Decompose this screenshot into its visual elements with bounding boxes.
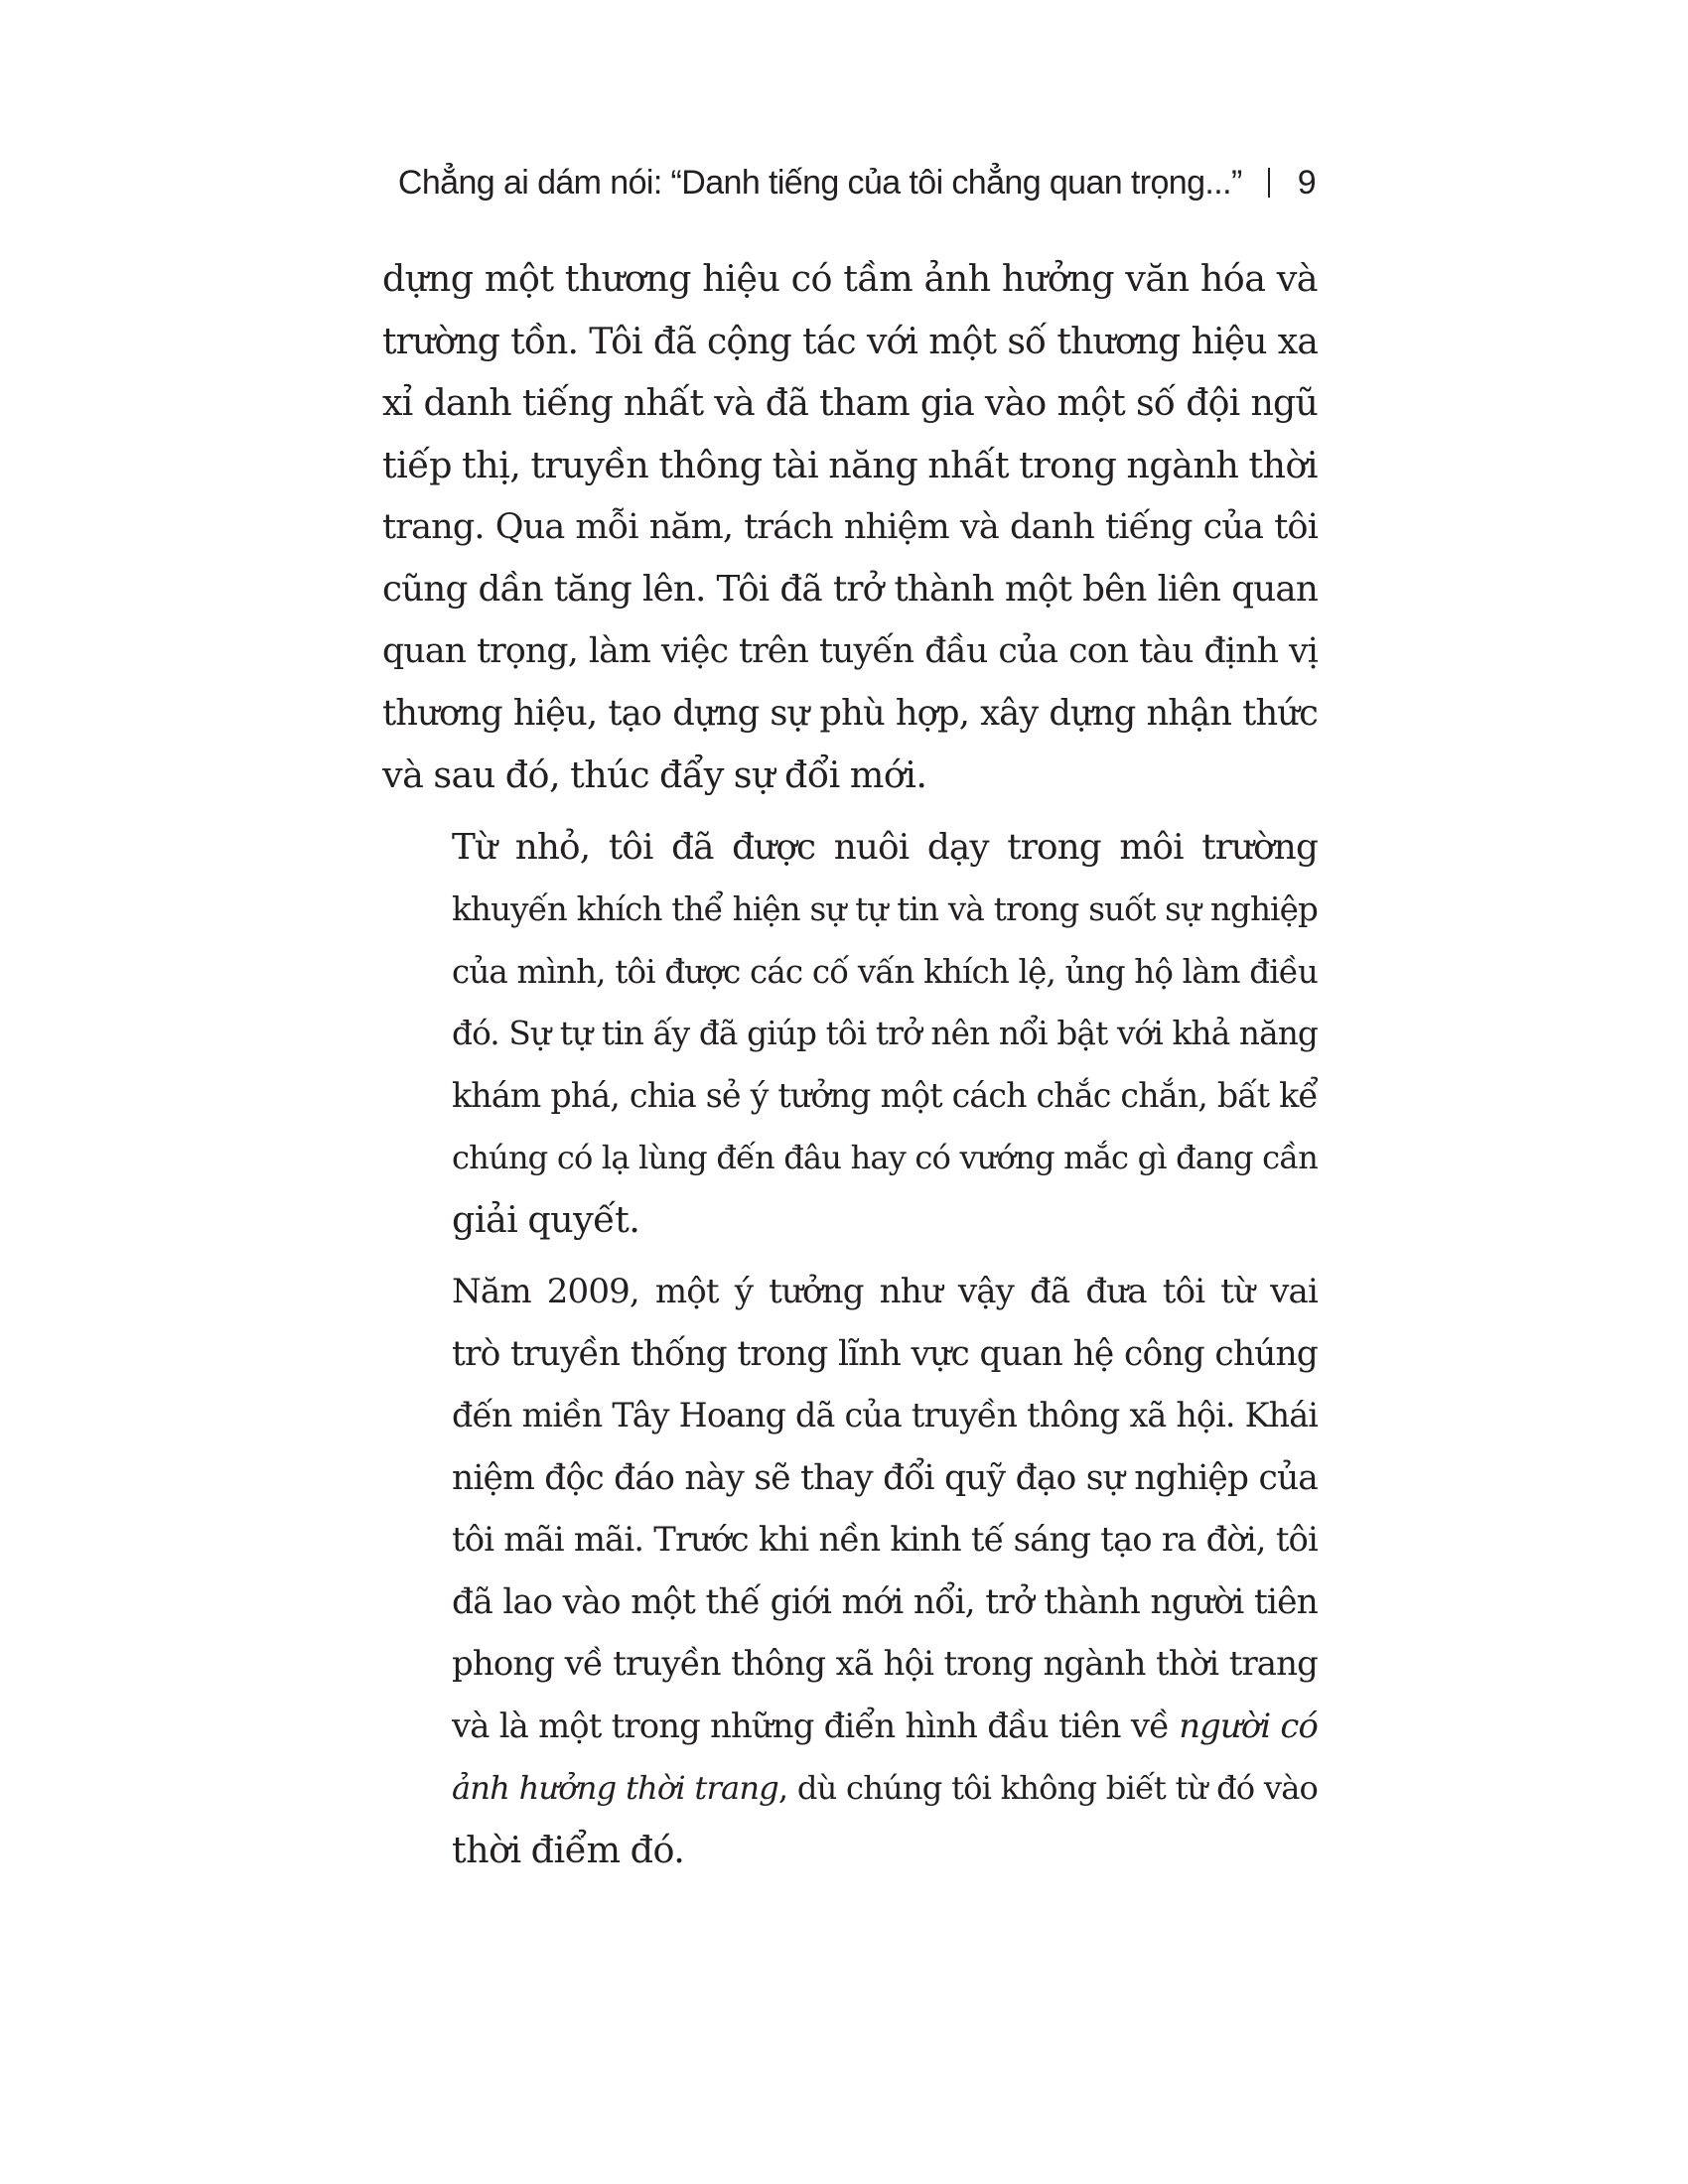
text-line: trường tồn. Tôi đã cộng tác với một số thương hiệu xa xyxy=(382,319,1318,362)
italic-term: ảnh hưởng thời trang xyxy=(452,1769,778,1807)
text-run: , dù chúng tôi không biết từ đó vào xyxy=(777,1769,1319,1807)
text-line: Từ nhỏ, tôi đã được nuôi dạy trong môi trường xyxy=(452,826,1318,868)
text-line: và sau đó, thúc đẩy sự đổi mới. xyxy=(382,753,927,796)
header-separator xyxy=(1268,168,1270,198)
text-line: Năm 2009, một ý tưởng như vậy đã đưa tôi từ vai xyxy=(452,1272,1318,1311)
paragraph-3 xyxy=(382,1261,1318,1881)
text-line: khám phá, chia sẻ ý tưởng một cách chắc chắn, bất kể xyxy=(452,1075,1318,1115)
paragraph-1 xyxy=(382,248,1318,807)
text-line: của mình, tôi được các cố vấn khích lệ, ủng hộ làm điều xyxy=(452,952,1318,991)
text-line: khuyến khích thể hiện sự tự tin và trong suốt sự nghiệp xyxy=(452,890,1318,928)
text-line: trang. Qua mỗi năm, trách nhiệm và danh tiếng của tôi xyxy=(382,506,1318,547)
text-line: đã lao vào một thế giới mới nổi, trở thành người tiên xyxy=(452,1581,1318,1622)
page-number: 9 xyxy=(1297,164,1316,202)
text-line: giải quyết. xyxy=(452,1197,640,1241)
text-line: xỉ danh tiếng nhất và đã tham gia vào một số đội ngũ xyxy=(382,381,1318,424)
paragraph-2 xyxy=(382,817,1318,1252)
text-line: dựng một thương hiệu có tầm ảnh hưởng văn hóa và xyxy=(382,257,1318,300)
text-line: đến miền Tây Hoang dã của truyền thông xã hội. Khái xyxy=(452,1396,1318,1434)
text-line: quan trọng, làm việc trên tuyến đầu của con tàu định vị xyxy=(382,631,1318,671)
text-line: tôi mãi mãi. Trước khi nền kinh tế sáng tạo ra đời, tôi xyxy=(452,1520,1318,1559)
text-line: thương hiệu, tạo dựng sự phù hợp, xây dựng nhận thức xyxy=(382,692,1318,734)
text-line: phong về truyền thông xã hội trong ngành thời trang xyxy=(452,1644,1318,1683)
text-line: niệm độc đáo này sẽ thay đổi quỹ đạo sự nghiệp của xyxy=(452,1457,1318,1498)
running-header xyxy=(398,161,1316,205)
text-line xyxy=(382,1757,1318,1820)
text-line: trò truyền thống trong lĩnh vực quan hệ công chúng xyxy=(452,1333,1318,1374)
text-line: chúng có lạ lùng đến đâu hay có vướng mắc gì đang cần xyxy=(452,1139,1318,1176)
text-line: đó. Sự tự tin ấy đã giúp tôi trở nên nổi bật với khả năng xyxy=(452,1015,1318,1052)
running-title: Chẳng ai dám nói: “Danh tiếng của tôi chẳng quan trọng...” xyxy=(397,164,1242,202)
body-text xyxy=(382,248,1318,1881)
text-line: tiếp thị, truyền thông tài năng nhất trong ngành thời xyxy=(382,443,1318,486)
text-line: thời điểm đó. xyxy=(452,1828,685,1871)
italic-term: người có xyxy=(1179,1706,1318,1745)
text-line: cũng dần tăng lên. Tôi đã trở thành một bên liên quan xyxy=(382,568,1318,610)
text-line xyxy=(382,1696,1318,1758)
text-run: và là một trong những điển hình đầu tiên về xyxy=(452,1706,1180,1745)
